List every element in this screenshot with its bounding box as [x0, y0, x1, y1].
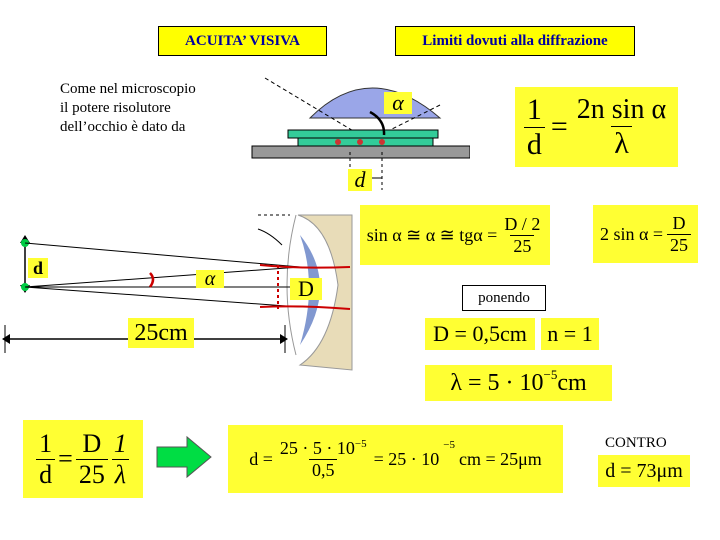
ponendo-label: ponendo: [462, 285, 546, 311]
contro-label: CONTRO: [605, 435, 667, 451]
formula-result: d = $\frac{25 \cdot 5 \cdot 10^{-5}}{0,5}$ = 25 · 10 $^{-5}$ cm = 25μm: [228, 425, 563, 493]
intro-line-3: dell’occhio è dato da: [60, 119, 186, 135]
formula-n-value: n = 1: [541, 318, 599, 350]
distance-25cm-label: 25cm: [128, 318, 194, 348]
title-limiti-diffrazione: Limiti dovuti alla diffrazione: [395, 26, 635, 56]
d-object-tag: d: [28, 258, 48, 278]
alpha-tag: α: [384, 92, 412, 114]
intro-line-2: il potere risolutore: [60, 100, 171, 116]
slide-top: [288, 130, 438, 138]
objective-lens-dome: [310, 88, 440, 118]
formula-d-measured: d = 73μm: [598, 455, 690, 487]
formula-lambda-value: λ = 5 · 10 $^{-5}$ cm: [425, 365, 612, 401]
stage: [252, 146, 470, 158]
formula-final-left: $\frac{1}{d}$ = $\frac{D}{25}$ $\frac{1}{\lambda}$: [23, 420, 143, 498]
formula-sin-approx: sin α ≅ α ≅ tgα = $\frac{D / 2}{25}$: [360, 205, 550, 265]
intro-line-1: Come nel microscopio: [60, 81, 196, 97]
title-acuita-visiva: ACUITA’ VISIVA: [158, 26, 327, 56]
slide-base: [298, 138, 433, 146]
intro-text: [60, 80, 196, 137]
right-arrow-icon: [155, 435, 213, 479]
formula-resolving-power: $\frac{1}{d}$ = $\frac{\text{2n sin α}}{\lambda}$: [515, 87, 678, 167]
formula-D-value: D = 0,5cm: [425, 318, 535, 350]
alpha-angle-tag: α: [196, 270, 224, 288]
pupil-D-tag: D: [290, 278, 322, 300]
formula-two-sin: 2 sin α = $\frac{D}{25}$: [593, 205, 698, 263]
d-tag: d: [348, 169, 372, 191]
